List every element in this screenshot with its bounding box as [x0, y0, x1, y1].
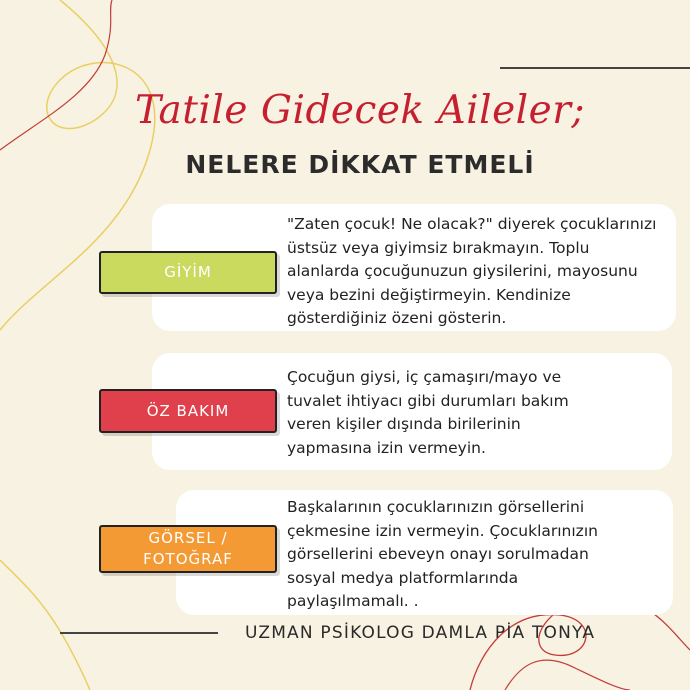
page-title: Tatile Gidecek Aileler;	[135, 88, 585, 133]
card-gorsel-text: Başkalarının çocuklarınızın görsellerini çekmesine izin vermeyin. Çocuklarınızın görsellerini ebeveyn onayı sorulmadan sosyal medya platformlarında paylaşılmamalı. .	[287, 498, 598, 610]
top-right-rule	[500, 67, 690, 69]
label-giyim: GİYİM	[99, 251, 277, 294]
label-oz-bakim: ÖZ BAKIM	[99, 389, 277, 433]
red-curve-bottom	[505, 660, 630, 690]
card-oz-bakim-text: Çocuğun giysi, iç çamaşırı/mayo ve tuvalet ihtiyacı gibi durumları bakım veren kişiler dışında birilerinin yapmasına izin vermeyin.	[287, 368, 569, 457]
page-subtitle: NELERE DİKKAT ETMELİ	[185, 150, 535, 179]
author-credit: UZMAN PSİKOLOG DAMLA PİA TONYA	[245, 623, 596, 643]
footer-rule	[60, 632, 218, 634]
card-giyim-text: "Zaten çocuk! Ne olacak?" diyerek çocuklarınızı üstsüz veya giyimsiz bırakmayın. Toplu alanlarda çocuğunuzun giysilerini, mayosunu veya bezini değiştirmeyin. Kendinize gösterdiğiniz özeni gösterin.	[287, 215, 657, 327]
yellow-curve-bottom	[0, 560, 90, 690]
label-gorsel-fotograf: GÖRSEL / FOTOĞRAF	[99, 525, 277, 573]
